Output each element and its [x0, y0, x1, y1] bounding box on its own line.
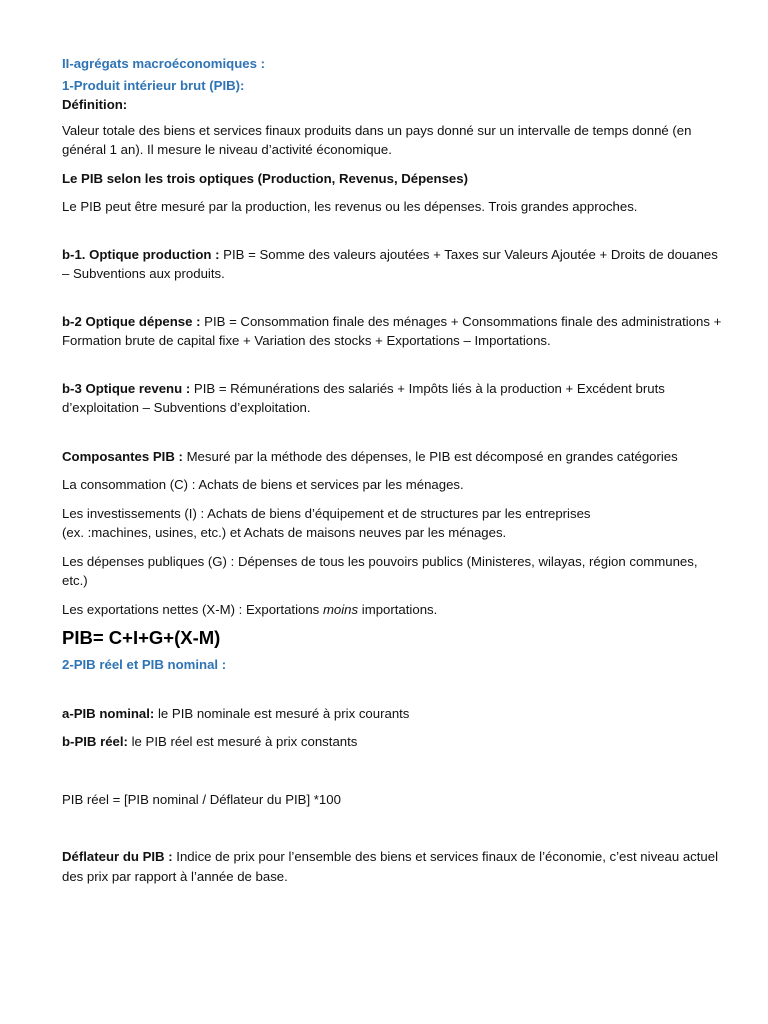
deflator-text: Indice de prix pour l’ensemble des biens et services finaux de l’économie, c’est niveau actuel des prix par rapport à l’année de base.: [62, 849, 719, 884]
pib-nominal-line: [62, 704, 722, 724]
deflator-paragraph: [62, 847, 722, 886]
net-exports-italic: moins: [322, 601, 359, 617]
consumption-line: La consommation (C) : Achats de biens et services par les ménages.: [62, 477, 464, 492]
net-exports-text-b: importations.: [358, 601, 438, 617]
section-heading: II-agrégats macroéconomiques :: [62, 56, 265, 71]
subsection-heading-pib: 1-Produit intérieur brut (PIB):: [62, 77, 245, 93]
subsection-heading-real-nominal: 2-PIB réel et PIB nominal :: [62, 657, 227, 672]
document-page: [62, 54, 722, 886]
optique-production-label: b-1. Optique production :: [62, 246, 220, 262]
components-paragraph: [62, 447, 722, 467]
pib-reel-label: b-PIB réel:: [62, 734, 128, 749]
definition-text: Valeur totale des biens et services finaux produits dans un pays donné sur un intervalle de temps donné (en général 1 an). Il mesure le niveau d’activité économique.: [62, 122, 692, 157]
deflator-label: Déflateur du PIB :: [62, 849, 173, 864]
components-text: Mesuré par la méthode des dépenses, le PIB est décomposé en grandes catégories: [182, 448, 678, 464]
optique-production: [62, 245, 722, 284]
components-label: Composantes PIB :: [62, 448, 183, 464]
optique-depense-label: b-2 Optique dépense :: [62, 313, 201, 329]
net-exports-text-a: Les exportations nettes (X-M) : Exportations: [62, 601, 323, 617]
optique-depense: [62, 312, 722, 351]
optique-revenu: [62, 379, 722, 418]
three-optics-text: Le PIB peut être mesuré par la production, les revenus ou les dépenses. Trois grandes approches.: [62, 199, 638, 214]
three-optics-heading: Le PIB selon les trois optiques (Production, Revenus, Dépenses): [62, 170, 468, 186]
optique-revenu-label: b-3 Optique revenu :: [62, 380, 191, 396]
optique-production-text: PIB = Somme des valeurs ajoutées + Taxes sur Valeurs Ajoutée + Droits de douanes – Subventions aux produits.: [62, 246, 718, 281]
pib-reel-line: [62, 732, 722, 752]
optique-revenu-text: PIB = Rémunérations des salariés + Impôts liés à la production + Excédent bruts d’exploitation – Subventions d’exploitation.: [62, 380, 665, 415]
definition-label: Définition:: [62, 97, 128, 112]
public-spending-line: Les dépenses publiques (G) : Dépenses de tous les pouvoirs publics (Ministeres, wilayas, région communes, etc.): [62, 553, 698, 588]
optique-depense-text: PIB = Consommation finale des ménages + Consommations finale des administrations + Formation brute de capital fixe + Variation des stocks + Exportations – Importations.: [62, 313, 722, 348]
pib-formula: PIB= C+I+G+(X-M): [62, 627, 221, 648]
net-exports-line: [62, 600, 722, 620]
investment-line-2: (ex. :machines, usines, etc.) et Achats de maisons neuves par les ménages.: [62, 525, 507, 540]
investment-line-1: Les investissements (I) : Achats de biens d’équipement et de structures par les entreprises: [62, 505, 591, 521]
pib-reel-text: le PIB réel est mesuré à prix constants: [127, 734, 358, 749]
pib-nominal-text: le PIB nominale est mesuré à prix courants: [154, 705, 410, 721]
pib-nominal-label: a-PIB nominal:: [62, 705, 155, 721]
pib-reel-formula: PIB réel = [PIB nominal / Déflateur du PIB] *100: [62, 791, 341, 807]
